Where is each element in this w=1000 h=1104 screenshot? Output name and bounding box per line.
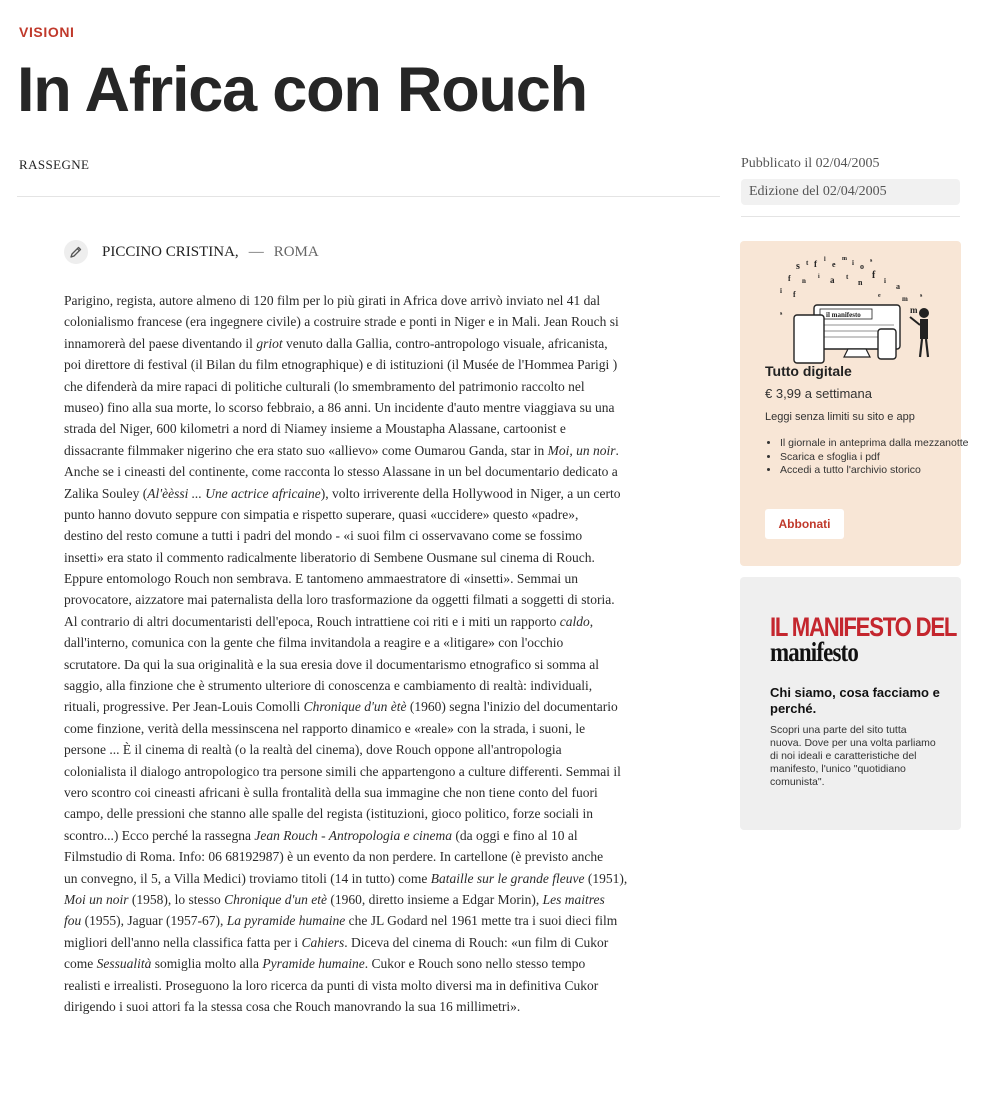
body-text: colonialismo francese (era ingegnere civile) a costruire strade e ponti in Niger e in Mali. Jean Rouch si [64, 314, 619, 330]
body-text: poi direttore di festival (il Bilan du film etnographique) e di istituzioni (il Musée de l'Hommea Parigi ) [64, 357, 618, 373]
body-text: . [615, 442, 619, 458]
body-text: che JL Godard nel 1961 mette tra i suoi dieci film [345, 913, 618, 929]
promo-feature: • Accedi a tutto l'archivio storico [780, 464, 970, 478]
svg-text:i: i [884, 277, 886, 285]
svg-text:il manifesto: il manifesto [826, 311, 861, 319]
svg-text:m: m [902, 295, 908, 303]
italic-text: fou [64, 913, 82, 929]
body-text: Parigino, regista, autore almeno di 120 film per lo più girati in Africa dove arrivò inviato nel 41 dal [64, 293, 601, 308]
body-text: . Cukor e Rouch sono nello stesso tempo [364, 956, 586, 972]
italic-text: Pyramide humaine [262, 956, 365, 972]
body-line [64, 696, 694, 717]
body-text: persone ... È il cinema di realtà (o la realtà del cinema), dove Rouch oppone all'antropologia [64, 742, 562, 758]
svg-text:n: n [802, 277, 806, 285]
body-text: Eppure entomologo Rouch non sembrava. E tantomeno ammaestratore di «insetti». Semmai un [64, 571, 579, 587]
italic-text: Bataille sur le grande fleuve [430, 870, 585, 886]
body-line [64, 376, 694, 397]
body-line [64, 739, 694, 760]
svg-text:e: e [832, 260, 836, 269]
body-line [64, 311, 694, 332]
italic-text: Jean Rouch - Antropologia e cinema [254, 827, 452, 843]
svg-text:n: n [858, 278, 863, 287]
body-line [64, 718, 694, 739]
author-location: ROMA [273, 243, 319, 260]
body-text: saggio, alla finzione che è strumento ulteriore di conoscenza e cambiamento di realtà: individuali, [64, 678, 593, 694]
pen-icon [64, 240, 88, 264]
body-text: che difenderà da mire rapaci di politiche culturali (lo smembramento del patrimonio raccolto nel [64, 378, 585, 394]
svg-text:s: s [870, 258, 873, 264]
body-line [64, 910, 694, 931]
body-text: campo, delle pressioni che stanno alle spalle del regista (istituzioni, gioco politico, forze sociali in [64, 806, 593, 822]
body-text: . Diceva del cinema di Rouch: «un film di Cukor [344, 934, 609, 950]
body-line [64, 483, 694, 504]
body-line [64, 782, 694, 803]
italic-text: Les maitres [542, 891, 605, 907]
body-text: (da oggi e fino al 10 al [452, 827, 578, 843]
italic-text: Chronique d'un etè [224, 891, 328, 907]
italic-text: caldo [559, 613, 590, 629]
article-kicker[interactable]: RASSEGNE [19, 157, 90, 172]
body-line [64, 761, 694, 782]
digital-devices-illustration [760, 253, 945, 373]
italic-text: Moi un noir [64, 891, 129, 907]
body-text: come finzione, verità della messinscena nel rapporto dinamico e «reale» con la strada, i suoni, le [64, 720, 586, 736]
subscribe-button[interactable]: Abbonati [765, 509, 844, 539]
body-line [64, 461, 694, 482]
svg-text:s: s [920, 293, 923, 299]
body-text: (1958), lo stesso [128, 891, 225, 907]
author-name[interactable]: PICCINO CRISTINA, [102, 243, 239, 260]
body-line [64, 654, 694, 675]
body-text: , [589, 613, 594, 629]
sidebar-divider [741, 216, 960, 217]
svg-text:i: i [852, 259, 854, 267]
body-text: come [64, 956, 97, 972]
body-line [64, 632, 694, 653]
svg-text:o: o [860, 262, 864, 271]
body-text: Filmstudio di Roma. Info: 06 68192987) è un evento da non perdere. In cartellone (è previsto anche [64, 849, 604, 865]
body-line [64, 504, 694, 525]
promo-feature: • Il giornale in anteprima dalla mezzanotte [780, 437, 970, 451]
body-line [64, 953, 694, 974]
body-text: museo) fino alla sua morte, lo scorso febbraio, a 86 anni. Un incidente d'auto mentre viaggiava su una [64, 399, 615, 415]
body-line [64, 589, 694, 610]
svg-text:s: s [796, 261, 800, 272]
svg-text:m: m [910, 305, 918, 315]
body-text: (1955), Jaguar (1957-67), [81, 913, 227, 929]
body-line [64, 333, 694, 354]
italic-text: Moi, un noir [547, 442, 616, 458]
author-byline [64, 240, 319, 264]
svg-text:a: a [896, 282, 900, 291]
body-text: destino del resto comune a tutti i padri del mondo - «i suoi film ci osservavano come se fossimo [64, 528, 583, 544]
body-line [64, 868, 694, 889]
byline-separator: — [248, 243, 264, 260]
svg-text:i: i [818, 274, 820, 280]
article-body [64, 290, 694, 1017]
body-line [64, 354, 694, 375]
svg-text:l: l [824, 257, 826, 263]
svg-text:m: m [842, 256, 847, 262]
body-text: vero scontro coi cineasti africani è sulla frontalità della sua immagine che non tiene conto del fuori [64, 784, 598, 800]
body-text: venuto dalla Gallia, contro-antropologo visuale, africanista, [282, 335, 608, 351]
body-text: rituali, progressive. Per Jean-Louis Comolli [64, 699, 304, 715]
body-line [64, 611, 694, 632]
body-line [64, 547, 694, 568]
body-line [64, 525, 694, 546]
body-line [64, 889, 694, 910]
body-line [64, 846, 694, 867]
svg-text:s: s [780, 311, 783, 317]
svg-text:i: i [780, 287, 782, 295]
body-text: (1960, diretto insieme a Edgar Morin), [327, 891, 543, 907]
promo-description: Leggi senza limiti su sito e app [765, 411, 915, 423]
section-label[interactable]: VISIONI [19, 24, 75, 40]
body-text: insetti» era stato il commento radicalmente liberatorio di Sembene Ousmane sul cinema di Rouch. [64, 549, 595, 565]
body-text: innamorerà del paese diventando il [64, 335, 257, 351]
about-text: Scopri una parte del sito tutta nuova. Dove per una volta parliamo di noi ideali e caratteristiche del manifesto, l'unico "quotidiano comunista". [770, 724, 936, 788]
italic-text: griot [256, 335, 283, 351]
body-text: (1951), [584, 870, 628, 886]
edition-date[interactable]: Edizione del 02/04/2005 [741, 179, 960, 205]
body-line [64, 397, 694, 418]
promo-price: € 3,99 a settimana [765, 386, 872, 401]
body-text: strada del Niger, 600 kilometri a nord di Niamey insieme a Moustapha Alassane, cartoonist e [64, 421, 566, 437]
body-text: realisti e irrealisti. Proseguono la loro ricerca da punti di vista molto diversi ma in definitiva Cukor [64, 977, 599, 993]
body-text: ), volto irriverente della Hollywood in Niger, a un certo [320, 485, 621, 501]
about-title[interactable]: Chi siamo, cosa facciamo e perché. [770, 685, 940, 716]
body-text: dirigendo i suoi attori fa la stessa cosa che Rouch manovrando la sua 16 millimetri». [64, 998, 521, 1014]
body-text: un convegno, il 5, a Villa Medici) troviamo titoli (14 in tutto) come [64, 870, 431, 886]
promo-feature-list [768, 437, 970, 478]
body-text: scontro...) Ecco perché la rassegna [64, 827, 255, 843]
promo-feature: • Scarica e sfoglia i pdf [780, 451, 970, 465]
svg-text:f: f [793, 290, 796, 299]
body-text: punto hanno dovuto seppure con simpatia e rispetto superare, quasi «uccidere» questo «padre», [64, 506, 579, 522]
italic-text: La pyramide humaine [226, 913, 346, 929]
publication-date: Pubblicato il 02/04/2005 [741, 156, 880, 171]
body-line [64, 975, 694, 996]
body-text: scrutatore. Da qui la sua originalità e la sua eresia dove il documentarismo etnografico si somma al [64, 656, 599, 672]
body-line [64, 825, 694, 846]
body-text: migliori dell'anno nella classifica fatta per i [64, 934, 302, 950]
body-text: (1960) segna l'inizio del documentario [406, 699, 618, 715]
subscription-promo [740, 241, 969, 566]
body-text: colonialista il dialogo antropologico tra persone simili che appartengono a culture differenti. Semmai il [64, 763, 621, 779]
body-line [64, 418, 694, 439]
body-text: dall'interno, comunica con la gente che filma invitandola a reagire e a «litigare» con l'occhio [64, 635, 564, 651]
manifesto-logo-top: IL MANIFESTO DEL [770, 612, 957, 642]
svg-text:t: t [806, 259, 809, 267]
svg-text:a: a [830, 275, 835, 285]
italic-text: Sessualità [96, 956, 152, 972]
body-line [64, 675, 694, 696]
manifesto-logo-bottom: manifesto [770, 637, 858, 667]
svg-text:f: f [814, 259, 817, 269]
svg-text:e: e [878, 293, 881, 299]
body-text: provocatore, aizzatore mai paternalista della loro trasformazione da oggetti filmati a soggetti di storia. [64, 592, 615, 608]
header-divider [17, 196, 720, 197]
body-text: Al contrario di altri documentaristi dell'epoca, Rouch intrattiene coi riti e i miti un rapporto [64, 613, 560, 629]
body-line [64, 996, 694, 1017]
body-line [64, 803, 694, 824]
body-line [64, 440, 694, 461]
italic-text: Chronique d'un ètè [303, 699, 407, 715]
italic-text: Al'èèssi ... Une actrice africaine [147, 485, 321, 501]
svg-text:t: t [846, 273, 849, 281]
body-text: Zalika Souley ( [64, 485, 148, 501]
body-line [64, 932, 694, 953]
body-text: dissacrante filmmaker nigerino che era stato suo «allievo» come Oumarou Ganda, star in [64, 442, 548, 458]
promo-title: Tutto digitale [765, 363, 852, 379]
article-title: In Africa con Rouch [17, 55, 587, 125]
svg-text:f: f [872, 270, 876, 281]
italic-text: Cahiers [301, 934, 345, 950]
about-promo[interactable] [740, 577, 961, 830]
body-text: somiglia molto alla [151, 956, 263, 972]
body-text: Anche se i cineasti del continente, come racconta lo stesso Alassane in un bel documentario dedicato a [64, 464, 618, 480]
body-line [64, 568, 694, 589]
body-line [64, 290, 694, 311]
svg-text:f: f [788, 274, 791, 283]
